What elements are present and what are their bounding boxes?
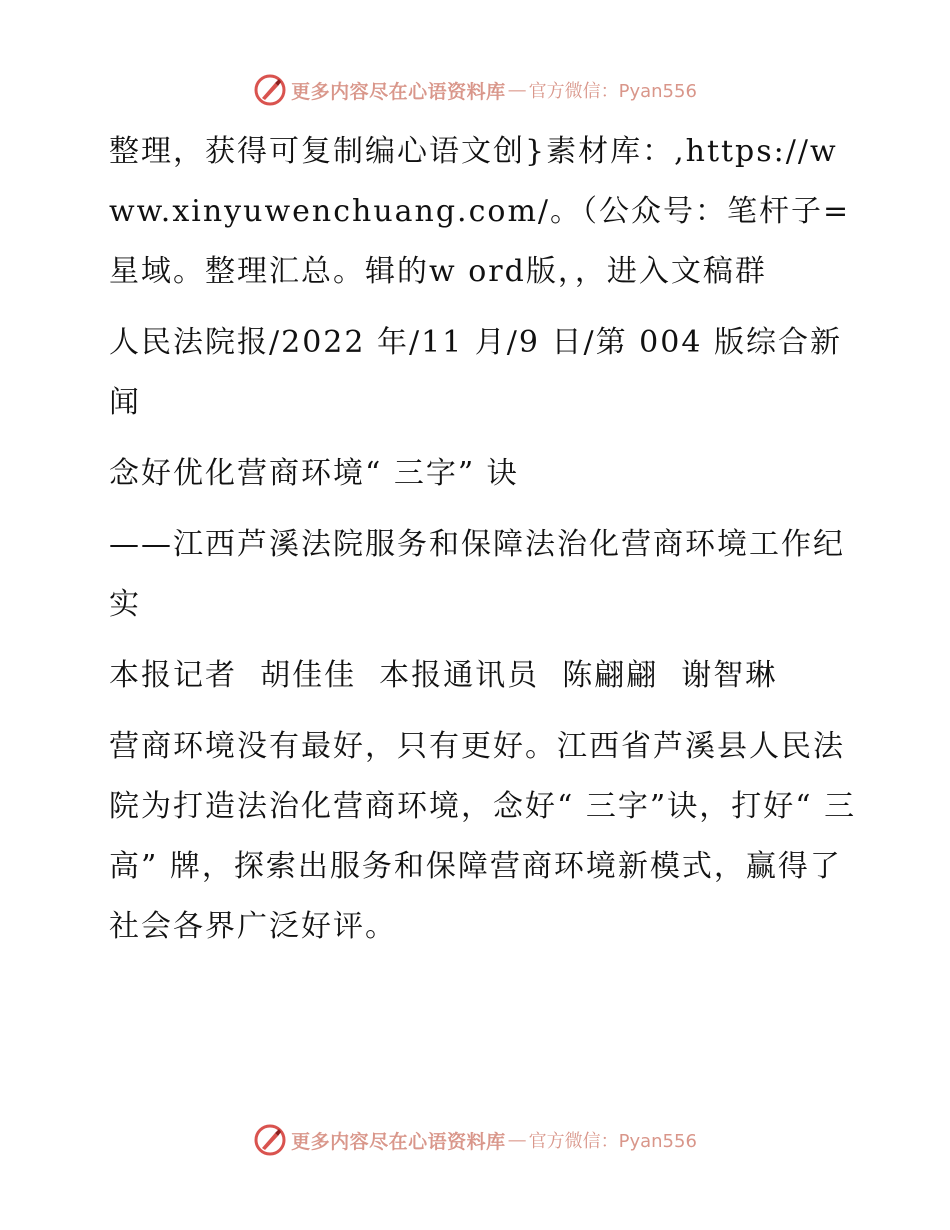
intro-paragraph: 整理，获得可复制编心语文创}素材库：,https://www.xinyuwenchuang.com/。（公众号：笔杆子=星域。整理汇总。辑的w ord版，，进入文稿群 bbox=[109, 134, 851, 289]
pen-logo-icon bbox=[253, 1123, 287, 1157]
article-subtitle: ——江西芦溪法院服务和保障法治化营商环境工作纪实 bbox=[109, 527, 845, 622]
banner-wechat: 官方微信：Pyan556 bbox=[528, 81, 697, 102]
banner-brand: 更多内容尽在心语资料库 bbox=[291, 1130, 506, 1153]
banner-separator: — bbox=[507, 1129, 527, 1151]
footer-banner bbox=[0, 1120, 950, 1160]
article-headline: 念好优化营商环境“ 三字” 诀 bbox=[109, 456, 519, 491]
banner-separator: — bbox=[507, 79, 527, 101]
article-byline: 本报记者 胡佳佳 本报通讯员 陈翩翩 谢智琳 bbox=[109, 658, 778, 693]
header-banner bbox=[0, 70, 950, 110]
document-body bbox=[97, 122, 857, 968]
body-paragraph: 营商环境没有最好，只有更好。江西省芦溪县人民法院为打造法治化营商环境，念好“ 三字”诀，打好“ 三高” 牌，探索出服务和保障营商环境新模式，赢得了社会各界广泛好评。 bbox=[109, 729, 857, 944]
banner-brand: 更多内容尽在心语资料库 bbox=[291, 80, 506, 103]
source-line: 人民法院报/2022 年/11 月/9 日/第 004 版综合新闻 bbox=[109, 325, 842, 420]
pen-logo-icon bbox=[253, 73, 287, 107]
banner-wechat: 官方微信：Pyan556 bbox=[528, 1131, 697, 1152]
